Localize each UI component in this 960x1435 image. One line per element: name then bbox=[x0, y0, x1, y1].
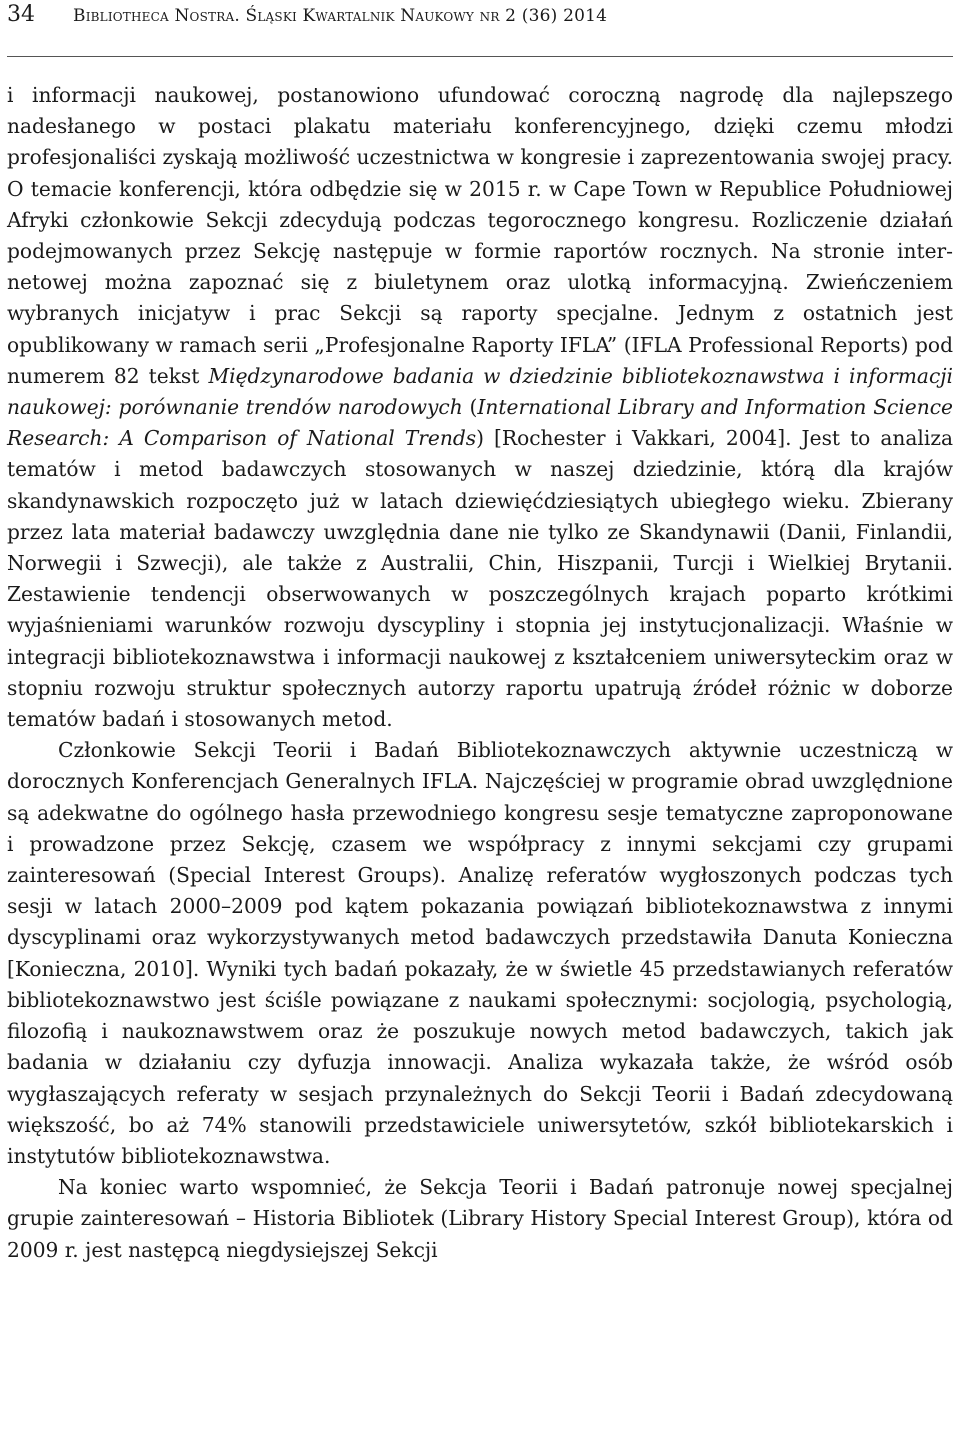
paragraph-1 bbox=[7, 80, 953, 735]
article-body bbox=[7, 80, 953, 1266]
paragraph-3: Na koniec warto wspomnieć, że Sekcja Teorii i Badań patronuje nowej specjalnej grupie zainteresowań – Historia Bibliotek (Library History Special Interest Group), która od 2009 r. jest następcą niegdysiejszej Sekcji bbox=[7, 1175, 953, 1262]
paragraph-1-text-a: i informacji naukowej, postanowiono ufundować coroczną nagrodę dla najlepszego nadesłanego w postaci plakatu materiału konferencyjnego, dzięki czemu młodzi profesjonaliści zyskają możliwość uczestnictwa w kongresie i zaprezentowania swojej pracy. O temacie konferencji, która odbędzie się w 2015 r. w Cape Town w Republice Południowej Afryki członkowie Sekcji zdecydują podczas tegorocznego kongresu. Rozliczenie działań podejmowanych przez Sekcję następuje w formie raportów rocznych. Na stronie internetowej można zapoznać się z biuletynem oraz ulotką informacyjną. Zwieńczeniem wybranych inicjatyw i prac Sekcji są raporty specjalne. Jednym z ostatnich jest opublikowany w ramach serii „Profesjonalne Raporty IFLA” (IFLA Professional Reports) pod numerem 82 tekst bbox=[7, 83, 953, 388]
journal-running-head: Bibliotheca Nostra. Śląski Kwartalnik Naukowy nr 2 (36) 2014 bbox=[73, 6, 608, 26]
report-title-polish: Międzynarodowe badania w dziedzinie bibliotekoznawstwa i informacji naukowej: porównanie trendów narodowych bbox=[7, 363, 953, 420]
header-rule bbox=[7, 56, 953, 57]
page-number: 34 bbox=[7, 2, 35, 27]
paragraph-1-text-c: ) [Rochester i Vakkari, 2004]. Jest to analiza tematów i metod badawczych stosowanych w naszej dziedzinie, którą dla krajów skandynawskich rozpoczęto już w latach dziewięćdziesiątych ubiegłego wieku. Zbierany przez lata materiał badawczy uwzględnia dane nie tylko ze Skandynawii (Danii, Finlandii, Norwegii i Szwecji), ale także z Australii, Chin, Hiszpanii, Turcji i Wielkiej Brytanii. Zestawienie tendencji obserwowanych w poszczególnych krajach poparto krótkimi wyjaśnieniami warunków rozwoju dyscypliny i stopnia jej instytucjonalizacji. Właśnie w integracji bibliotekoznawstwa i informacji naukowej z kształceniem uniwersyteckim oraz w stopniu rozwoju struktur społecznych autorzy raportu upatrują źródeł różnic w doborze tematów badań i stosowanych metod. bbox=[7, 426, 954, 732]
report-title-english: International Library and Information Science Research: A Comparison of National Trends bbox=[7, 395, 954, 451]
document-page bbox=[7, 0, 953, 1266]
paragraph-1-text-b: ( bbox=[462, 395, 478, 420]
running-header bbox=[7, 0, 953, 56]
paragraph-2: Członkowie Sekcji Teorii i Badań Bibliotekoznawczych aktywnie uczestniczą w dorocznych Konferencjach Generalnych IFLA. Najczęściej w programie obrad uwzględnione są adekwatne do ogólnego hasła przewodniego kongresu sesje tematyczne zaproponowane i prowadzone przez Sekcję, czasem we współpracy z innymi sekcjami czy grupami zainteresowań (Special Interest Groups). Analizę referatów wygłoszonych podczas tych sesji w latach 2000–2009 pod kątem pokazania powiązań bibliotekoznawstwa z innymi dyscyplinami oraz wykorzystywanych metod badawczych przedstawiła Danuta Konieczna [Konieczna, 2010]. Wyniki tych badań pokazały, że w świetle 45 przedstawianych referatów bibliotekoznawstwo jest ściśle powiązane z naukami społecznymi: socjologią, psychologią, filozofią i naukoznawstwem oraz że poszukuje nowych metod badawczych, takich jak badania w działaniu czy dyfuzja innowacji. Analiza wykazała także, że wśród osób wygłaszających referaty w sesjach przynależnych do Sekcji Teorii i Badań zdecydowaną większość, bo aż 74% stanowili przedstawiciele uniwersytetów, szkół bibliotekarskich i instytutów bibliotekoznawstwa. bbox=[7, 738, 953, 1168]
